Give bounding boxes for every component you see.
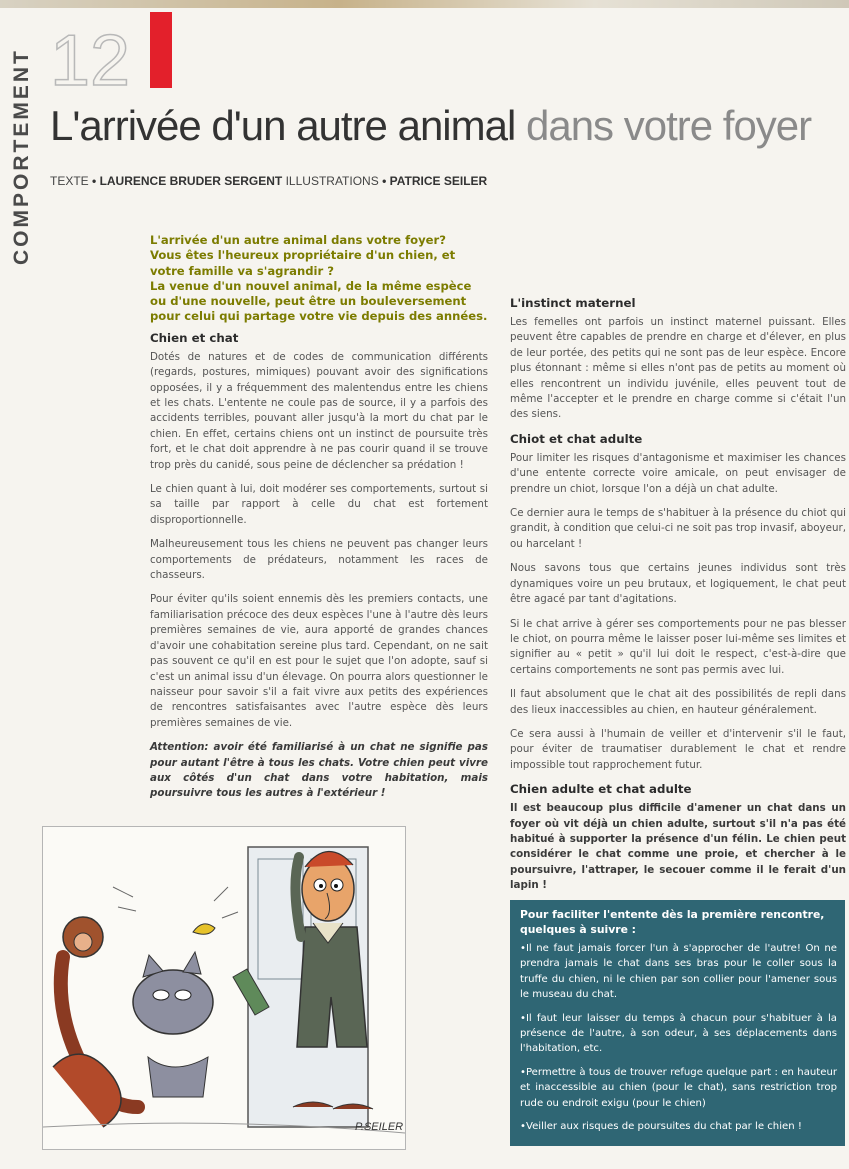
paragraph: Malheureusement tous les chiens ne peuvent pas changer leurs comportements de prédateurs, notamment les races de chasseurs. — [150, 538, 488, 582]
intro-lead — [150, 233, 488, 325]
section-label: COMPORTEMENT — [10, 48, 33, 265]
tip-item: •Il ne faut jamais forcer l'un à s'approcher de l'autre! On ne prendra jamais le chat dans ses bras pour le coller sous la truffe du chien, ni le chien par son collier pour l'amener sous le museau du chat. — [520, 943, 837, 1001]
tips-box — [510, 900, 845, 1146]
accent-bar — [150, 12, 172, 88]
article-number: 12 — [50, 21, 131, 101]
illustrator-signature: P.SEILER — [355, 1121, 404, 1133]
intro-line-3: La venue d'un nouvel animal, de la même espèce ou d'une nouvelle, peut être un bouleversement pour celui qui partage votre vie depuis des années. — [150, 278, 488, 324]
heading-instinct-maternel: L'instinct maternel — [510, 296, 636, 310]
right-column — [510, 296, 846, 903]
tip-item: •Il faut leur laisser du temps à chacun pour s'habituer à la présence de l'autre, à son odeur, à ses déplacements dans l'habitation, etc. — [520, 1012, 837, 1055]
credit-illustrator: PATRICE SEILER — [389, 174, 488, 188]
paragraph: Il est beaucoup plus difficile d'amener un chat dans un foyer où vit déjà un chien adulte, surtout s'il n'a pas été habitué à supporter la présence d'un félin. Le chien peut considérer le chat comme une proie, et chercher à le poursuivre, l'attraper, le secouer comme il le ferait d'un lapin ! — [510, 802, 846, 892]
paragraph: Les femelles ont parfois un instinct maternel puissant. Elles peuvent être capables de prendre en charge et d'élever, en plus de leur portée, des petits qui ne sont pas de leur espèce. Encore plus étonnant : même si elles n'ont pas de petits au moment où elles rencontrent un individu juvénile, elles peuvent tout de même l'accepter et le prendre en charge comme si c'était l'un des siens. — [510, 316, 846, 421]
cartoon-illustration — [42, 826, 406, 1150]
page-top-edge — [0, 0, 849, 8]
credit-text-label: TEXTE — [50, 174, 89, 188]
paragraph: Nous savons tous que certains jeunes individus sont très dynamiques voire un peu brutaux, et logiquement, le chat peut être agacé par tant d'agitations. — [510, 562, 846, 606]
cartoon-drawing — [43, 827, 405, 1149]
paragraph: Ce sera aussi à l'humain de veiller et d'intervenir s'il le faut, pour éviter de traumatiser durablement le chat et rendre impossible tout rapprochement futur. — [510, 727, 846, 771]
credit-author: LAURENCE BRUDER SERGENT — [99, 174, 283, 188]
left-column — [150, 233, 488, 811]
paragraph: Si le chat arrive à gérer ses comportements pour ne pas blesser le chiot, on pourra même le laisser poser lui-même ses limites et signifier au « petit » qu'il lui doit le respect, c'est-à-dire que certains comportements ne sont pas permis avec lui. — [510, 617, 846, 676]
article-title — [50, 100, 811, 152]
heading-chien-adulte-chat-adulte: Chien adulte et chat adulte — [510, 782, 692, 797]
paragraph: Il faut absolument que le chat ait des possibilités de repli dans des lieux inaccessibles au chien, en hauteur généralement. — [510, 688, 846, 716]
paragraph: Pour éviter qu'ils soient ennemis dès les premiers contacts, une familiarisation précoce des deux espèces l'une à l'autre dès leurs premières semaines de vie, aura apporté de grandes chances d'avoir une cohabitation sereine plus tard. Cependant, on ne sait pas souvent ce qu'il en est pour le sujet que l'on adopte, sauf si c'est un animal issu d'un élevage. On pourra alors questionner le naisseur pour savoir s'il a fait vivre aux petits des expériences de rencontres satisfaisantes avec l'autre espèce dès leurs premières semaines de vie. — [150, 593, 488, 729]
tip-item: •Permettre à tous de trouver refuge quelque part : en hauteur et inaccessible au chien (pour le chat), sans restriction trop rude ou endroit exigu (pour le chien) — [520, 1066, 837, 1109]
title-light: dans votre foyer — [525, 102, 812, 149]
intro-line-1: L'arrivée d'un autre animal dans votre foyer? — [150, 233, 446, 247]
paragraph: Le chien quant à lui, doit modérer ses comportements, surtout si sa taille par rapport à celle du chat est fortement disproportionnelle. — [150, 483, 488, 526]
credit-illus-label: ILLUSTRATIONS — [285, 174, 379, 188]
paragraph: Pour limiter les risques d'antagonisme et maximiser les chances d'une entente correcte voire amicale, on peut envisager de prendre un chiot, lorsque l'on a déjà un chat adulte. — [510, 451, 846, 495]
tips-title: Pour faciliter l'entente dès la première rencontre, quelques à suivre : — [520, 908, 825, 936]
heading-chiot-chat-adulte: Chiot et chat adulte — [510, 431, 643, 446]
paragraph: Ce dernier aura le temps de s'habituer à la présence du chiot qui grandit, à condition que celui-ci ne soit pas trop invasif, aboyeur, ou harcelant ! — [510, 507, 846, 550]
credits: TEXTE • LAURENCE BRUDER SERGENT ILLUSTRATIONS • PATRICE SEILER — [50, 174, 488, 188]
title-dark: L'arrivée d'un autre animal — [50, 102, 516, 149]
intro-line-2: Vous êtes l'heureux propriétaire d'un chien, et votre famille va s'agrandir ? — [150, 248, 456, 278]
attention-note: Attention: avoir été familiarisé à un chat ne signifie pas pour autant l'être à tous les chats. Votre chien peut vivre aux côtés d'un chat dans votre habitation, mais poursuivre tous les autres à l'extérieur ! — [150, 741, 488, 800]
paragraph: Dotés de natures et de codes de communication différents (regards, postures, mimiques) pouvant avoir des significations opposées, il y a fréquemment des malentendus entre les chiens et les chats. L'entente ne coule pas de source, il y a parfois des accidents terribles, pouvant aller jusqu'à la mort du chat par le chien. En effet, certains chiens ont un instinct de poursuite très fort, et le chat doit apprendre à ne pas courir quand il se trouve trop près du canidé, sous peine de déclencher sa prédation ! — [150, 350, 488, 471]
tip-item: •Veiller aux risques de poursuites du chat par le chien ! — [520, 1121, 802, 1133]
heading-chien-et-chat: Chien et chat — [150, 330, 239, 345]
